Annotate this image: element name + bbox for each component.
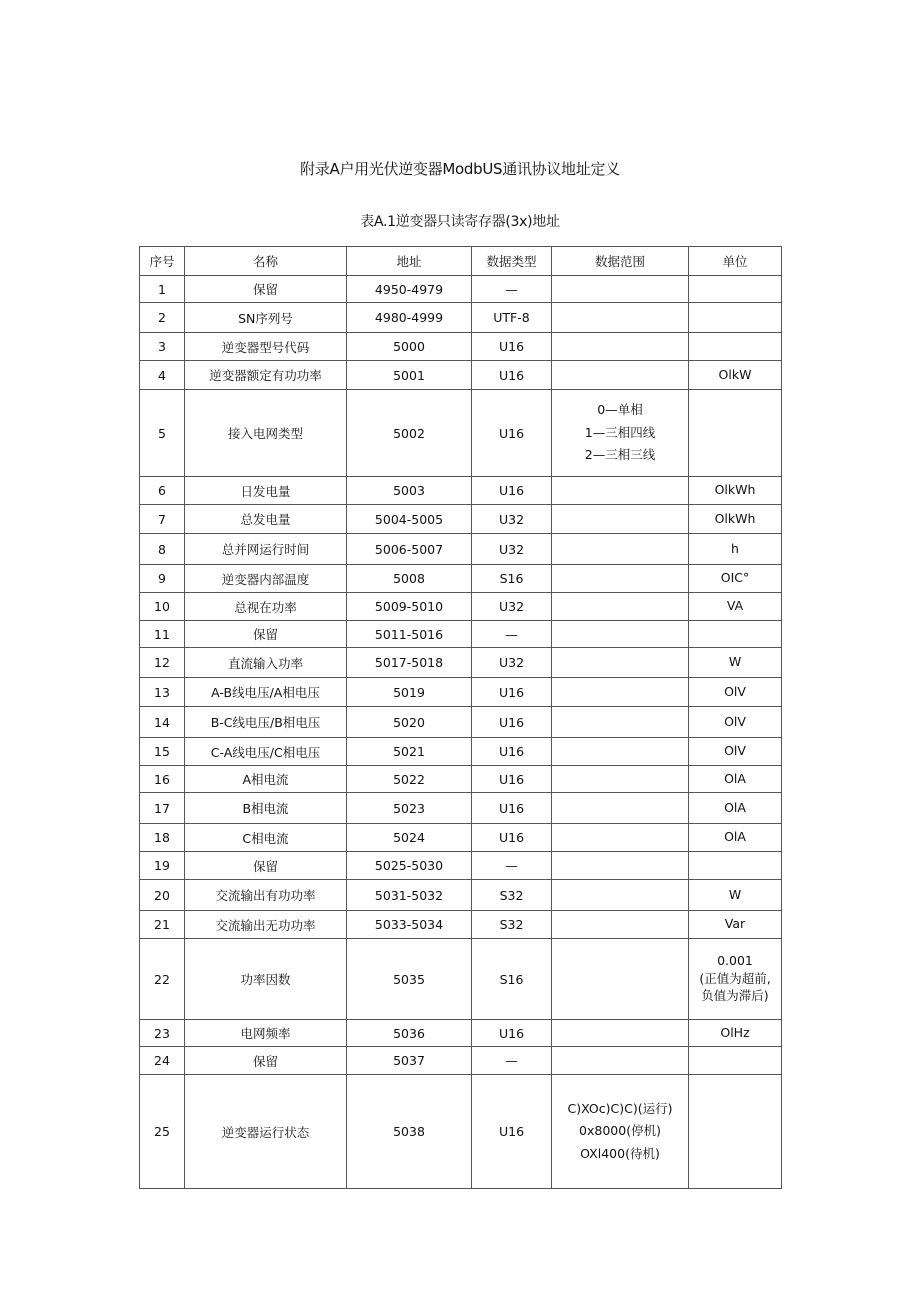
- document-title: 附录A户用光伏逆变器ModbUS通讯协议地址定义: [300, 160, 620, 178]
- cell-range: [552, 678, 689, 707]
- cell-name: 逆变器型号代码: [185, 333, 347, 361]
- cell-no: 22: [140, 939, 185, 1020]
- cell-type: U16: [472, 678, 552, 707]
- cell-unit: [689, 880, 782, 911]
- table-body: [140, 276, 782, 1189]
- range-line: OXl400(待机): [580, 1145, 660, 1161]
- table-caption: 表A.1逆变器只读寄存器(3x)地址: [360, 214, 560, 230]
- cell-address: 5031-5032: [347, 880, 472, 911]
- range-line: C)XOc)C)C)(运行): [567, 1100, 673, 1116]
- cell-name: A相电流: [185, 766, 347, 793]
- table-row: [140, 766, 782, 793]
- cell-address: 5038: [347, 1075, 472, 1189]
- cell-type: S16: [472, 565, 552, 593]
- table-row: [140, 390, 782, 477]
- table-row: [140, 880, 782, 911]
- cell-range: [552, 1020, 689, 1047]
- cell-range: [552, 534, 689, 565]
- range-line: 0x8000(停机): [579, 1123, 661, 1139]
- table-row: [140, 648, 782, 678]
- cell-unit: [689, 707, 782, 738]
- table-row: [140, 505, 782, 534]
- cell-name: 总视在功率: [185, 593, 347, 621]
- table-row: [140, 678, 782, 707]
- cell-no: 8: [140, 534, 185, 565]
- unit-line: OlA: [724, 829, 746, 845]
- cell-no: 18: [140, 824, 185, 852]
- cell-name: 总并网运行时间: [185, 534, 347, 565]
- cell-unit: [689, 1020, 782, 1047]
- unit-line: OlV: [724, 683, 746, 699]
- cell-no: 15: [140, 738, 185, 766]
- cell-address: 5020: [347, 707, 472, 738]
- cell-name: 功率因数: [185, 939, 347, 1020]
- cell-name: 交流输出无功功率: [185, 911, 347, 939]
- cell-range: [552, 1075, 689, 1189]
- cell-no: 20: [140, 880, 185, 911]
- unit-line: OlV: [724, 743, 746, 759]
- unit-line: OlkW: [718, 366, 752, 382]
- cell-range: [552, 939, 689, 1020]
- header-unit: 单位: [689, 247, 782, 276]
- table-row: [140, 333, 782, 361]
- cell-range: [552, 824, 689, 852]
- cell-no: 7: [140, 505, 185, 534]
- cell-no: 25: [140, 1075, 185, 1189]
- cell-name: B-C线电压/B相电压: [185, 707, 347, 738]
- table-row: [140, 824, 782, 852]
- cell-unit: [689, 390, 782, 477]
- cell-type: U16: [472, 738, 552, 766]
- unit-line: OlA: [724, 770, 746, 786]
- cell-no: 9: [140, 565, 185, 593]
- unit-line: 0.001: [717, 953, 753, 969]
- unit-line: W: [728, 886, 742, 902]
- cell-range: [552, 333, 689, 361]
- cell-address: 5017-5018: [347, 648, 472, 678]
- cell-type: U16: [472, 793, 552, 824]
- cell-address: 5019: [347, 678, 472, 707]
- header-type: 数据类型: [472, 247, 552, 276]
- table-row: [140, 911, 782, 939]
- cell-unit: [689, 361, 782, 390]
- cell-name: C-A线电压/C相电压: [185, 738, 347, 766]
- range-line: 1—三相四线: [584, 424, 656, 440]
- cell-address: 4950-4979: [347, 276, 472, 303]
- cell-address: 5006-5007: [347, 534, 472, 565]
- cell-name: 保留: [185, 276, 347, 303]
- table-row: [140, 738, 782, 766]
- cell-no: 14: [140, 707, 185, 738]
- cell-unit: [689, 793, 782, 824]
- cell-address: 5035: [347, 939, 472, 1020]
- cell-type: U16: [472, 390, 552, 477]
- cell-no: 11: [140, 621, 185, 648]
- unit-line: VA: [726, 598, 744, 614]
- cell-unit: [689, 505, 782, 534]
- table-row: [140, 361, 782, 390]
- cell-no: 19: [140, 852, 185, 880]
- cell-type: U16: [472, 361, 552, 390]
- table-row: [140, 1020, 782, 1047]
- table-row: [140, 707, 782, 738]
- cell-address: 5022: [347, 766, 472, 793]
- cell-address: 5025-5030: [347, 852, 472, 880]
- cell-type: S16: [472, 939, 552, 1020]
- cell-address: 5036: [347, 1020, 472, 1047]
- table-row: [140, 477, 782, 505]
- cell-range: [552, 738, 689, 766]
- unit-line: OlkWh: [714, 510, 756, 526]
- cell-no: 5: [140, 390, 185, 477]
- cell-range: [552, 793, 689, 824]
- cell-type: S32: [472, 880, 552, 911]
- cell-range: [552, 766, 689, 793]
- cell-name: 交流输出有功功率: [185, 880, 347, 911]
- cell-type: U16: [472, 824, 552, 852]
- cell-unit: [689, 1047, 782, 1075]
- cell-address: 5024: [347, 824, 472, 852]
- cell-unit: [689, 621, 782, 648]
- cell-range: [552, 1047, 689, 1075]
- cell-type: U32: [472, 648, 552, 678]
- cell-unit: [689, 565, 782, 593]
- cell-range: [552, 303, 689, 333]
- cell-type: U16: [472, 1020, 552, 1047]
- cell-range: [552, 880, 689, 911]
- cell-range: [552, 276, 689, 303]
- cell-name: 日发电量: [185, 477, 347, 505]
- cell-name: 逆变器运行状态: [185, 1075, 347, 1189]
- cell-name: 逆变器内部温度: [185, 565, 347, 593]
- cell-type: —: [472, 852, 552, 880]
- header-name: 名称: [185, 247, 347, 276]
- cell-name: B相电流: [185, 793, 347, 824]
- cell-unit: [689, 852, 782, 880]
- cell-type: U16: [472, 477, 552, 505]
- cell-name: 保留: [185, 852, 347, 880]
- table-row: [140, 621, 782, 648]
- cell-type: U32: [472, 593, 552, 621]
- table-row: [140, 303, 782, 333]
- cell-type: U16: [472, 707, 552, 738]
- cell-no: 2: [140, 303, 185, 333]
- header-range: 数据范围: [552, 247, 689, 276]
- table-row: [140, 1075, 782, 1189]
- cell-address: 4980-4999: [347, 303, 472, 333]
- cell-address: 5023: [347, 793, 472, 824]
- cell-type: U32: [472, 534, 552, 565]
- table-header-row: [140, 247, 782, 276]
- cell-range: [552, 505, 689, 534]
- unit-line: Var: [724, 916, 746, 932]
- cell-type: U16: [472, 766, 552, 793]
- cell-unit: [689, 333, 782, 361]
- table-row: [140, 593, 782, 621]
- cell-name: SN序列号: [185, 303, 347, 333]
- table-row: [140, 276, 782, 303]
- cell-address: 5037: [347, 1047, 472, 1075]
- cell-no: 16: [140, 766, 185, 793]
- cell-type: —: [472, 1047, 552, 1075]
- cell-name: 电网频率: [185, 1020, 347, 1047]
- cell-name: 接入电网类型: [185, 390, 347, 477]
- table-row: [140, 565, 782, 593]
- cell-range: [552, 621, 689, 648]
- cell-name: 直流输入功率: [185, 648, 347, 678]
- header-no: 序号: [140, 247, 185, 276]
- cell-type: U16: [472, 1075, 552, 1189]
- cell-range: [552, 565, 689, 593]
- table-row: [140, 1047, 782, 1075]
- header-address: 地址: [347, 247, 472, 276]
- cell-unit: [689, 303, 782, 333]
- table-row: [140, 793, 782, 824]
- cell-range: [552, 593, 689, 621]
- table-row: [140, 852, 782, 880]
- register-table: [139, 246, 782, 1189]
- unit-line: OIC°: [720, 570, 750, 586]
- cell-address: 5009-5010: [347, 593, 472, 621]
- cell-no: 23: [140, 1020, 185, 1047]
- cell-unit: [689, 766, 782, 793]
- cell-range: [552, 852, 689, 880]
- cell-unit: [689, 534, 782, 565]
- cell-type: U32: [472, 505, 552, 534]
- cell-no: 6: [140, 477, 185, 505]
- cell-address: 5008: [347, 565, 472, 593]
- unit-line: OlHz: [720, 1024, 750, 1040]
- cell-address: 5000: [347, 333, 472, 361]
- cell-range: [552, 911, 689, 939]
- cell-address: 5001: [347, 361, 472, 390]
- range-line: 2—三相三线: [584, 447, 656, 463]
- cell-no: 10: [140, 593, 185, 621]
- cell-type: UTF-8: [472, 303, 552, 333]
- cell-unit: [689, 911, 782, 939]
- cell-unit: [689, 824, 782, 852]
- cell-address: 5011-5016: [347, 621, 472, 648]
- cell-range: [552, 390, 689, 477]
- cell-range: [552, 707, 689, 738]
- cell-address: 5021: [347, 738, 472, 766]
- cell-no: 21: [140, 911, 185, 939]
- unit-line: W: [728, 654, 742, 670]
- cell-address: 5004-5005: [347, 505, 472, 534]
- cell-unit: [689, 477, 782, 505]
- cell-range: [552, 648, 689, 678]
- cell-unit: [689, 738, 782, 766]
- cell-name: C相电流: [185, 824, 347, 852]
- cell-address: 5033-5034: [347, 911, 472, 939]
- cell-name: A-B线电压/A相电压: [185, 678, 347, 707]
- cell-type: U16: [472, 333, 552, 361]
- cell-name: 总发电量: [185, 505, 347, 534]
- cell-address: 5002: [347, 390, 472, 477]
- cell-no: 13: [140, 678, 185, 707]
- table-row: [140, 939, 782, 1020]
- unit-line: OlV: [724, 713, 746, 729]
- cell-no: 12: [140, 648, 185, 678]
- cell-type: —: [472, 621, 552, 648]
- cell-unit: [689, 276, 782, 303]
- cell-name: 逆变器额定有功功率: [185, 361, 347, 390]
- cell-unit: [689, 648, 782, 678]
- cell-type: S32: [472, 911, 552, 939]
- cell-unit: [689, 593, 782, 621]
- cell-no: 1: [140, 276, 185, 303]
- unit-line: OlA: [724, 799, 746, 815]
- cell-unit: [689, 939, 782, 1020]
- cell-unit: [689, 678, 782, 707]
- cell-address: 5003: [347, 477, 472, 505]
- cell-unit: [689, 1075, 782, 1189]
- cell-no: 4: [140, 361, 185, 390]
- cell-range: [552, 477, 689, 505]
- unit-line: (正值为超前,: [699, 970, 771, 986]
- cell-no: 24: [140, 1047, 185, 1075]
- table-row: [140, 534, 782, 565]
- cell-range: [552, 361, 689, 390]
- cell-type: —: [472, 276, 552, 303]
- unit-line: OlkWh: [714, 482, 756, 498]
- unit-line: 负值为滞后): [701, 988, 769, 1004]
- cell-no: 17: [140, 793, 185, 824]
- cell-name: 保留: [185, 621, 347, 648]
- cell-no: 3: [140, 333, 185, 361]
- unit-line: h: [731, 540, 739, 556]
- cell-name: 保留: [185, 1047, 347, 1075]
- range-line: 0—单相: [597, 402, 643, 418]
